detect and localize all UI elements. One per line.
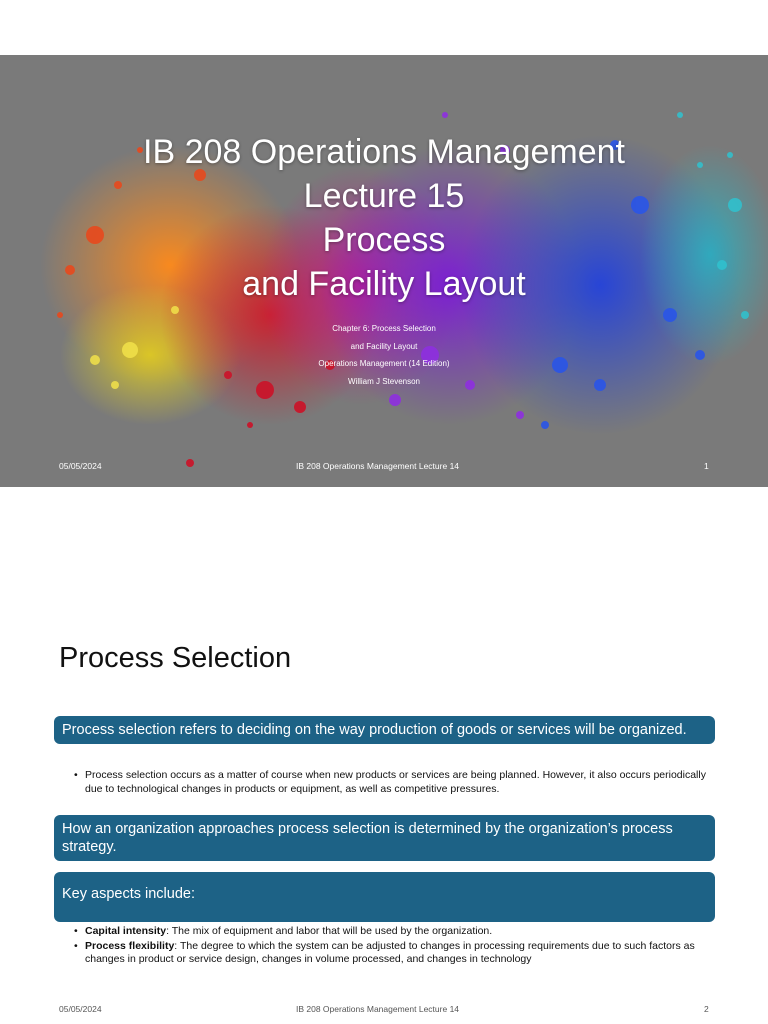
list-item: • Process selection occurs as a matter of course when new products or services are being planned. However, it also occurs periodically due to technological changes in products or equipment, as well as competitive pressures.: [74, 769, 714, 796]
footer-title: IB 208 Operations Management Lecture 14: [296, 1004, 460, 1014]
key-aspects-box: Key aspects include:: [54, 872, 715, 922]
slide-subtitle: [0, 320, 768, 390]
page-number: 1: [704, 461, 709, 471]
content-slide: [0, 576, 768, 1014]
list-item: [74, 925, 714, 939]
subtitle-line: Operations Management (14 Edition): [318, 359, 450, 368]
term: Capital intensity: [85, 925, 167, 937]
definition-box: Process selection refers to deciding on the way production of goods or services will be organized.: [54, 716, 715, 744]
title-slide: [0, 55, 768, 487]
footer-date: 05/05/2024: [59, 1004, 102, 1014]
footer-title: IB 208 Operations Management Lecture 14: [296, 461, 460, 471]
key-aspects-list: [74, 925, 714, 968]
subtitle-line: and Facility Layout: [350, 341, 418, 351]
subtitle-line: William J Stevenson: [347, 376, 421, 386]
slide-heading: Process Selection: [59, 642, 292, 674]
strategy-box: How an organization approaches process selection is determined by the organization’s process strategy.: [54, 815, 715, 861]
slide-title: [0, 130, 768, 306]
definition-bullets: [74, 769, 714, 797]
subtitle-line: Chapter 6: Process Selection: [332, 324, 436, 333]
title-line: and Facility Layout: [242, 265, 526, 303]
title-line: Process: [322, 221, 446, 259]
description: : The degree to which the system can be adjusted to changes in processing requirements due to such factors as changes in product or service design, changes in volume processed, and changes in technology: [85, 939, 695, 965]
term: Process flexibility: [85, 939, 175, 952]
title-line: Lecture 15: [303, 177, 465, 215]
description: : The mix of equipment and labor that will be used by the organization.: [166, 925, 493, 937]
footer-date: 05/05/2024: [59, 461, 102, 471]
title-line: IB 208 Operations Management: [143, 133, 625, 171]
list-item: [74, 940, 714, 967]
page-number: 2: [704, 1004, 709, 1014]
